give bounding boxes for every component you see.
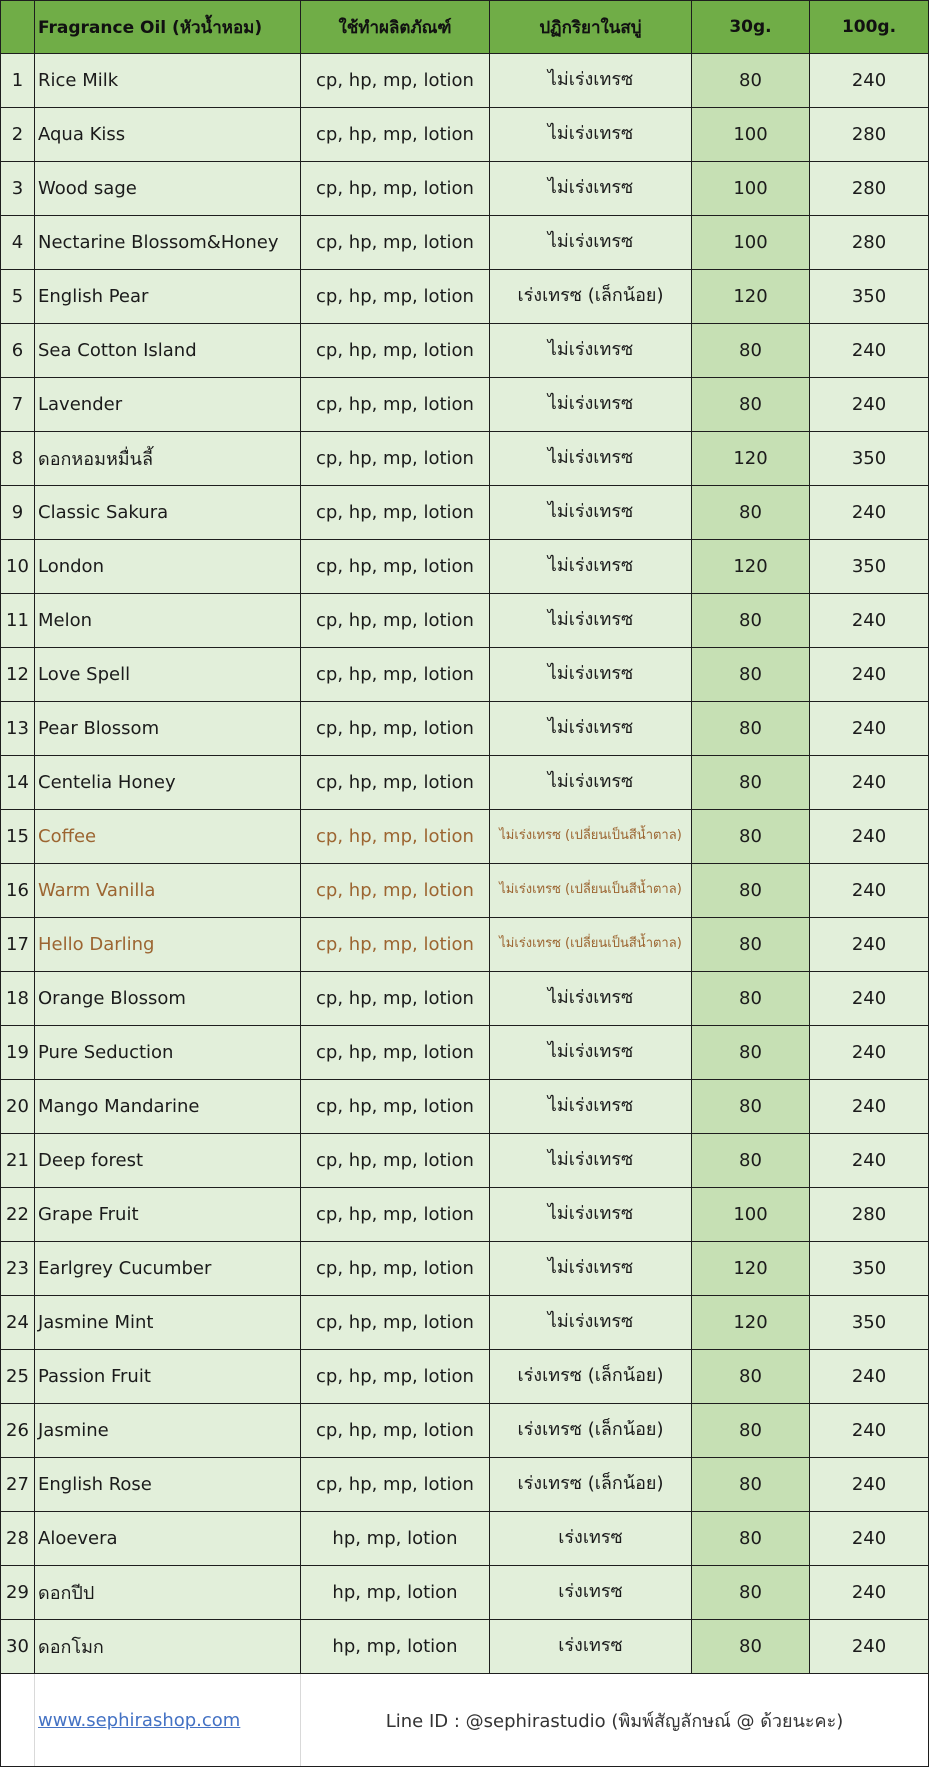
price-100g: 240 <box>810 378 929 432</box>
table-row <box>1 1242 929 1296</box>
table-row <box>1 972 929 1026</box>
price-100g: 240 <box>810 864 929 918</box>
table-row <box>1 1080 929 1134</box>
row-index: 2 <box>1 108 35 162</box>
fragrance-name: Lavender <box>35 378 301 432</box>
product-use: cp, hp, mp, lotion <box>301 1296 490 1350</box>
price-100g: 280 <box>810 216 929 270</box>
row-index: 5 <box>1 270 35 324</box>
price-30g: 80 <box>692 54 810 108</box>
price-100g: 240 <box>810 1512 929 1566</box>
soap-reaction: ไม่เร่งเทรซ <box>490 756 692 810</box>
row-index: 28 <box>1 1512 35 1566</box>
row-index: 11 <box>1 594 35 648</box>
soap-reaction: ไม่เร่งเทรซ <box>490 1296 692 1350</box>
soap-reaction: ไม่เร่งเทรซ <box>490 162 692 216</box>
soap-reaction: ไม่เร่งเทรซ <box>490 1188 692 1242</box>
row-index: 20 <box>1 1080 35 1134</box>
fragrance-name: Nectarine Blossom&Honey <box>35 216 301 270</box>
row-index: 3 <box>1 162 35 216</box>
price-100g: 350 <box>810 270 929 324</box>
price-100g: 240 <box>810 1404 929 1458</box>
header-price-30g: 30g. <box>692 1 810 54</box>
table-header-row <box>1 1 929 54</box>
row-index: 7 <box>1 378 35 432</box>
product-use: cp, hp, mp, lotion <box>301 54 490 108</box>
fragrance-name: Sea Cotton Island <box>35 324 301 378</box>
fragrance-name: Warm Vanilla <box>35 864 301 918</box>
fragrance-name: Centelia Honey <box>35 756 301 810</box>
fragrance-name: Love Spell <box>35 648 301 702</box>
soap-reaction: ไม่เร่งเทรซ <box>490 432 692 486</box>
row-index: 15 <box>1 810 35 864</box>
price-100g: 280 <box>810 1188 929 1242</box>
product-use: cp, hp, mp, lotion <box>301 432 490 486</box>
product-use: cp, hp, mp, lotion <box>301 540 490 594</box>
header-price-100g: 100g. <box>810 1 929 54</box>
footer-line-id: Line ID : @sephirastudio (พิมพ์สัญลักษณ์ @ ด้วยนะคะ) <box>301 1674 929 1767</box>
row-index: 29 <box>1 1566 35 1620</box>
product-use: cp, hp, mp, lotion <box>301 1080 490 1134</box>
product-use: cp, hp, mp, lotion <box>301 486 490 540</box>
footer-website-cell <box>35 1674 301 1767</box>
row-index: 21 <box>1 1134 35 1188</box>
header-fragrance-oil: Fragrance Oil (หัวน้ำหอม) <box>35 1 301 54</box>
fragrance-name: Aqua Kiss <box>35 108 301 162</box>
table-row <box>1 1350 929 1404</box>
fragrance-name: Rice Milk <box>35 54 301 108</box>
price-100g: 280 <box>810 162 929 216</box>
price-100g: 240 <box>810 702 929 756</box>
price-30g: 80 <box>692 1404 810 1458</box>
price-100g: 240 <box>810 972 929 1026</box>
price-30g: 80 <box>692 648 810 702</box>
soap-reaction: ไม่เร่งเทรซ <box>490 108 692 162</box>
product-use: cp, hp, mp, lotion <box>301 108 490 162</box>
row-index: 18 <box>1 972 35 1026</box>
price-100g: 240 <box>810 324 929 378</box>
price-100g: 240 <box>810 1566 929 1620</box>
soap-reaction: เร่งเทรซ <box>490 1620 692 1674</box>
soap-reaction: ไม่เร่งเทรซ (เปลี่ยนเป็นสีน้ำตาล) <box>490 864 692 918</box>
price-100g: 240 <box>810 594 929 648</box>
table-row <box>1 1566 929 1620</box>
product-use: cp, hp, mp, lotion <box>301 1242 490 1296</box>
fragrance-name: Aloevera <box>35 1512 301 1566</box>
soap-reaction: เร่งเทรซ (เล็กน้อย) <box>490 270 692 324</box>
soap-reaction: เร่งเทรซ <box>490 1512 692 1566</box>
soap-reaction: เร่งเทรซ <box>490 1566 692 1620</box>
table-row <box>1 486 929 540</box>
fragrance-name: Melon <box>35 594 301 648</box>
fragrance-name: ดอกปีป <box>35 1566 301 1620</box>
product-use: cp, hp, mp, lotion <box>301 648 490 702</box>
price-100g: 240 <box>810 1134 929 1188</box>
product-use: hp, mp, lotion <box>301 1512 490 1566</box>
table-row <box>1 1026 929 1080</box>
product-use: cp, hp, mp, lotion <box>301 270 490 324</box>
price-100g: 240 <box>810 1026 929 1080</box>
price-30g: 100 <box>692 216 810 270</box>
table-row <box>1 1458 929 1512</box>
price-30g: 120 <box>692 540 810 594</box>
price-30g: 80 <box>692 594 810 648</box>
price-30g: 80 <box>692 1080 810 1134</box>
table-row <box>1 1188 929 1242</box>
row-index: 24 <box>1 1296 35 1350</box>
price-100g: 350 <box>810 540 929 594</box>
fragrance-name: London <box>35 540 301 594</box>
fragrance-name: English Rose <box>35 1458 301 1512</box>
price-100g: 240 <box>810 1458 929 1512</box>
product-use: cp, hp, mp, lotion <box>301 324 490 378</box>
row-index: 8 <box>1 432 35 486</box>
header-index <box>1 1 35 54</box>
soap-reaction: ไม่เร่งเทรซ <box>490 1026 692 1080</box>
row-index: 9 <box>1 486 35 540</box>
row-index: 19 <box>1 1026 35 1080</box>
table-row <box>1 1296 929 1350</box>
soap-reaction: ไม่เร่งเทรซ <box>490 216 692 270</box>
row-index: 25 <box>1 1350 35 1404</box>
product-use: cp, hp, mp, lotion <box>301 810 490 864</box>
row-index: 23 <box>1 1242 35 1296</box>
product-use: cp, hp, mp, lotion <box>301 918 490 972</box>
soap-reaction: ไม่เร่งเทรซ <box>490 1080 692 1134</box>
price-30g: 100 <box>692 162 810 216</box>
price-100g: 240 <box>810 918 929 972</box>
fragrance-name: Wood sage <box>35 162 301 216</box>
table-row <box>1 108 929 162</box>
table-row <box>1 1512 929 1566</box>
table-row <box>1 162 929 216</box>
fragrance-name: Hello Darling <box>35 918 301 972</box>
fragrance-name: Deep forest <box>35 1134 301 1188</box>
product-use: hp, mp, lotion <box>301 1620 490 1674</box>
row-index: 14 <box>1 756 35 810</box>
price-30g: 80 <box>692 1458 810 1512</box>
price-30g: 80 <box>692 1512 810 1566</box>
soap-reaction: ไม่เร่งเทรซ (เปลี่ยนเป็นสีน้ำตาล) <box>490 918 692 972</box>
price-30g: 120 <box>692 1242 810 1296</box>
table-row <box>1 756 929 810</box>
price-30g: 100 <box>692 108 810 162</box>
product-use: cp, hp, mp, lotion <box>301 702 490 756</box>
row-index: 13 <box>1 702 35 756</box>
price-100g: 350 <box>810 1296 929 1350</box>
row-index: 16 <box>1 864 35 918</box>
product-use: cp, hp, mp, lotion <box>301 378 490 432</box>
table-row <box>1 918 929 972</box>
row-index: 10 <box>1 540 35 594</box>
header-use: ใช้ทำผลิตภัณฑ์ <box>301 1 490 54</box>
price-30g: 80 <box>692 378 810 432</box>
price-30g: 80 <box>692 1350 810 1404</box>
price-30g: 80 <box>692 324 810 378</box>
product-use: cp, hp, mp, lotion <box>301 1026 490 1080</box>
table-row <box>1 1404 929 1458</box>
fragrance-name: Earlgrey Cucumber <box>35 1242 301 1296</box>
fragrance-name: Grape Fruit <box>35 1188 301 1242</box>
fragrance-name: Pure Seduction <box>35 1026 301 1080</box>
row-index: 1 <box>1 54 35 108</box>
footer-index-cell <box>1 1674 35 1767</box>
price-100g: 350 <box>810 432 929 486</box>
table-row <box>1 1134 929 1188</box>
fragrance-name: Coffee <box>35 810 301 864</box>
table-row <box>1 432 929 486</box>
row-index: 26 <box>1 1404 35 1458</box>
price-30g: 80 <box>692 702 810 756</box>
soap-reaction: ไม่เร่งเทรซ <box>490 972 692 1026</box>
price-100g: 280 <box>810 108 929 162</box>
fragrance-name: Pear Blossom <box>35 702 301 756</box>
table-row <box>1 270 929 324</box>
soap-reaction: ไม่เร่งเทรซ <box>490 648 692 702</box>
price-30g: 80 <box>692 1134 810 1188</box>
row-index: 22 <box>1 1188 35 1242</box>
fragrance-name: Mango Mandarine <box>35 1080 301 1134</box>
soap-reaction: ไม่เร่งเทรซ <box>490 324 692 378</box>
price-30g: 80 <box>692 1620 810 1674</box>
soap-reaction: ไม่เร่งเทรซ <box>490 1134 692 1188</box>
product-use: cp, hp, mp, lotion <box>301 1134 490 1188</box>
row-index: 30 <box>1 1620 35 1674</box>
product-use: cp, hp, mp, lotion <box>301 864 490 918</box>
product-use: cp, hp, mp, lotion <box>301 162 490 216</box>
price-30g: 80 <box>692 918 810 972</box>
soap-reaction: ไม่เร่งเทรซ (เปลี่ยนเป็นสีน้ำตาล) <box>490 810 692 864</box>
soap-reaction: ไม่เร่งเทรซ <box>490 702 692 756</box>
price-100g: 240 <box>810 810 929 864</box>
soap-reaction: ไม่เร่งเทรซ <box>490 486 692 540</box>
price-30g: 80 <box>692 756 810 810</box>
table-row <box>1 216 929 270</box>
price-100g: 240 <box>810 1620 929 1674</box>
soap-reaction: ไม่เร่งเทรซ <box>490 594 692 648</box>
price-30g: 80 <box>692 486 810 540</box>
footer-row <box>1 1674 929 1767</box>
table-row <box>1 594 929 648</box>
price-30g: 80 <box>692 864 810 918</box>
soap-reaction: เร่งเทรซ (เล็กน้อย) <box>490 1404 692 1458</box>
price-100g: 240 <box>810 486 929 540</box>
table-row <box>1 378 929 432</box>
price-30g: 80 <box>692 810 810 864</box>
price-100g: 240 <box>810 1350 929 1404</box>
soap-reaction: ไม่เร่งเทรซ <box>490 54 692 108</box>
table-row <box>1 648 929 702</box>
fragrance-name: Jasmine <box>35 1404 301 1458</box>
fragrance-name: Passion Fruit <box>35 1350 301 1404</box>
price-30g: 120 <box>692 270 810 324</box>
fragrance-name: Classic Sakura <box>35 486 301 540</box>
product-use: cp, hp, mp, lotion <box>301 756 490 810</box>
fragrance-name: Jasmine Mint <box>35 1296 301 1350</box>
soap-reaction: เร่งเทรซ (เล็กน้อย) <box>490 1350 692 1404</box>
price-100g: 240 <box>810 1080 929 1134</box>
product-use: cp, hp, mp, lotion <box>301 1404 490 1458</box>
product-use: cp, hp, mp, lotion <box>301 972 490 1026</box>
price-30g: 80 <box>692 1026 810 1080</box>
website-link[interactable]: www.sephirashop.com <box>38 1709 241 1731</box>
soap-reaction: เร่งเทรซ (เล็กน้อย) <box>490 1458 692 1512</box>
table-row <box>1 324 929 378</box>
soap-reaction: ไม่เร่งเทรซ <box>490 378 692 432</box>
price-30g: 100 <box>692 1188 810 1242</box>
fragrance-name: Orange Blossom <box>35 972 301 1026</box>
table-body <box>1 54 929 1674</box>
price-100g: 240 <box>810 648 929 702</box>
price-30g: 120 <box>692 1296 810 1350</box>
row-index: 12 <box>1 648 35 702</box>
row-index: 6 <box>1 324 35 378</box>
fragrance-name: ดอกโมก <box>35 1620 301 1674</box>
table-row <box>1 810 929 864</box>
product-use: hp, mp, lotion <box>301 1566 490 1620</box>
soap-reaction: ไม่เร่งเทรซ <box>490 540 692 594</box>
product-use: cp, hp, mp, lotion <box>301 1458 490 1512</box>
price-30g: 80 <box>692 972 810 1026</box>
row-index: 17 <box>1 918 35 972</box>
table-row <box>1 702 929 756</box>
price-30g: 120 <box>692 432 810 486</box>
row-index: 27 <box>1 1458 35 1512</box>
price-100g: 350 <box>810 1242 929 1296</box>
table-row <box>1 54 929 108</box>
table-row <box>1 540 929 594</box>
price-100g: 240 <box>810 54 929 108</box>
product-use: cp, hp, mp, lotion <box>301 1188 490 1242</box>
fragrance-name: English Pear <box>35 270 301 324</box>
product-use: cp, hp, mp, lotion <box>301 1350 490 1404</box>
soap-reaction: ไม่เร่งเทรซ <box>490 1242 692 1296</box>
row-index: 4 <box>1 216 35 270</box>
product-use: cp, hp, mp, lotion <box>301 594 490 648</box>
header-reaction: ปฏิกริยาในสบู่ <box>490 1 692 54</box>
price-30g: 80 <box>692 1566 810 1620</box>
price-100g: 240 <box>810 756 929 810</box>
product-use: cp, hp, mp, lotion <box>301 216 490 270</box>
fragrance-name: ดอกหอมหมื่นลี้ <box>35 432 301 486</box>
table-row <box>1 864 929 918</box>
